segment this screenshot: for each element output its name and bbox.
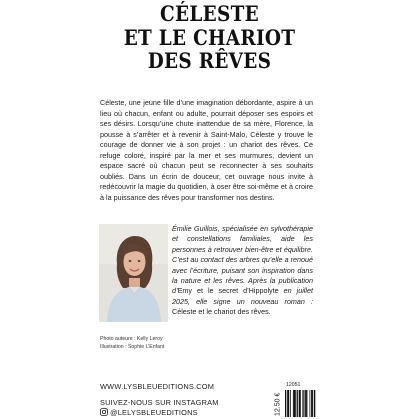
barcode-bar (285, 390, 286, 417)
barcode-bar (294, 390, 295, 417)
bio-part-2: Emy et le secret d’Hippolyte (177, 286, 279, 296)
barcode-bar (311, 390, 312, 417)
follow-text: SUIVEZ-NOUS SUR INSTAGRAM (100, 398, 219, 407)
barcode-bar (287, 390, 288, 417)
price-label: 12.50 € (274, 392, 282, 416)
barcode-bar (300, 390, 301, 417)
author-photo (99, 224, 168, 322)
illustration-credit: Illustration : Sophie L’Enfant (100, 343, 165, 350)
product-code: 12051 (286, 382, 301, 388)
barcode-bar (307, 390, 308, 417)
bio-part-1: Émilie Guillois, spécialisée en sylvothérapie et constellations familiales, aide les personnes à retrouver bien-être et équilibre. C’est au contact des arbres qu’elle a renoué avec l’écriture, puisant son inspiration dans la nature et les rêves. Après la publication d’ (172, 224, 313, 296)
title-line-2: ET LE CHARIOT (123, 24, 296, 50)
barcode-bar (312, 390, 313, 417)
barcode-bar (293, 390, 294, 417)
barcode-bar (295, 390, 296, 417)
instagram-handle: @LELYSBLEUEDITIONS (110, 407, 198, 417)
publisher-website: WWW.LYSBLEUEDITIONS.COM (100, 382, 215, 391)
credits (100, 336, 164, 351)
instagram-handle-row (100, 408, 219, 418)
bio-part-5: . (268, 307, 271, 317)
synopsis-text: Céleste, une jeune fille d’une imagination débordante, aspire à un lieu où chacun, enfant ou adulte, pourrait déposer ses espoirs et ses désirs. Lorsqu’une chute inattendue de sa mère, Florence, la pousse à s’arrêter et à revenir à Saint-Malo, Céleste y trouve le courage de donner vie à son projet : un chariot des rêves. Ce refuge coloré, inspiré par la mer et ses murmures, devient un espace sacré où chacun peut se reconnecter à ses souhaits oubliés. Dans un écrin de douceur, cet ouvrage nous invite à redécouvrir la magie du quotidien, à oser être soi-même et à croire à la puissance des rêves pour transformer nos destins. (100, 98, 313, 202)
instagram-icon (100, 408, 108, 416)
barcode-bar (290, 390, 291, 417)
barcode-bar (302, 390, 303, 417)
barcode-bar (310, 390, 311, 417)
author-bio (172, 224, 313, 318)
barcode-bar (288, 390, 289, 417)
bio-part-3: en juillet 2025, elle signe un nouveau roman : (172, 286, 313, 306)
book-title (0, 2, 419, 73)
barcode-icon (284, 389, 318, 419)
bio-part-4: Céleste et le chariot des rêves (172, 307, 269, 317)
instagram-block (100, 398, 219, 417)
barcode-bar (305, 390, 306, 417)
title-line-3: DES RÊVES (147, 48, 272, 73)
barcode-bar (305, 390, 306, 417)
photo-credit: Photo auteure : Kelly Leroy (100, 336, 163, 342)
title-line-1: CÉLESTE (160, 1, 259, 26)
barcode-bar (297, 390, 298, 417)
barcode-bar (314, 390, 315, 417)
barcode-bar (299, 390, 300, 417)
